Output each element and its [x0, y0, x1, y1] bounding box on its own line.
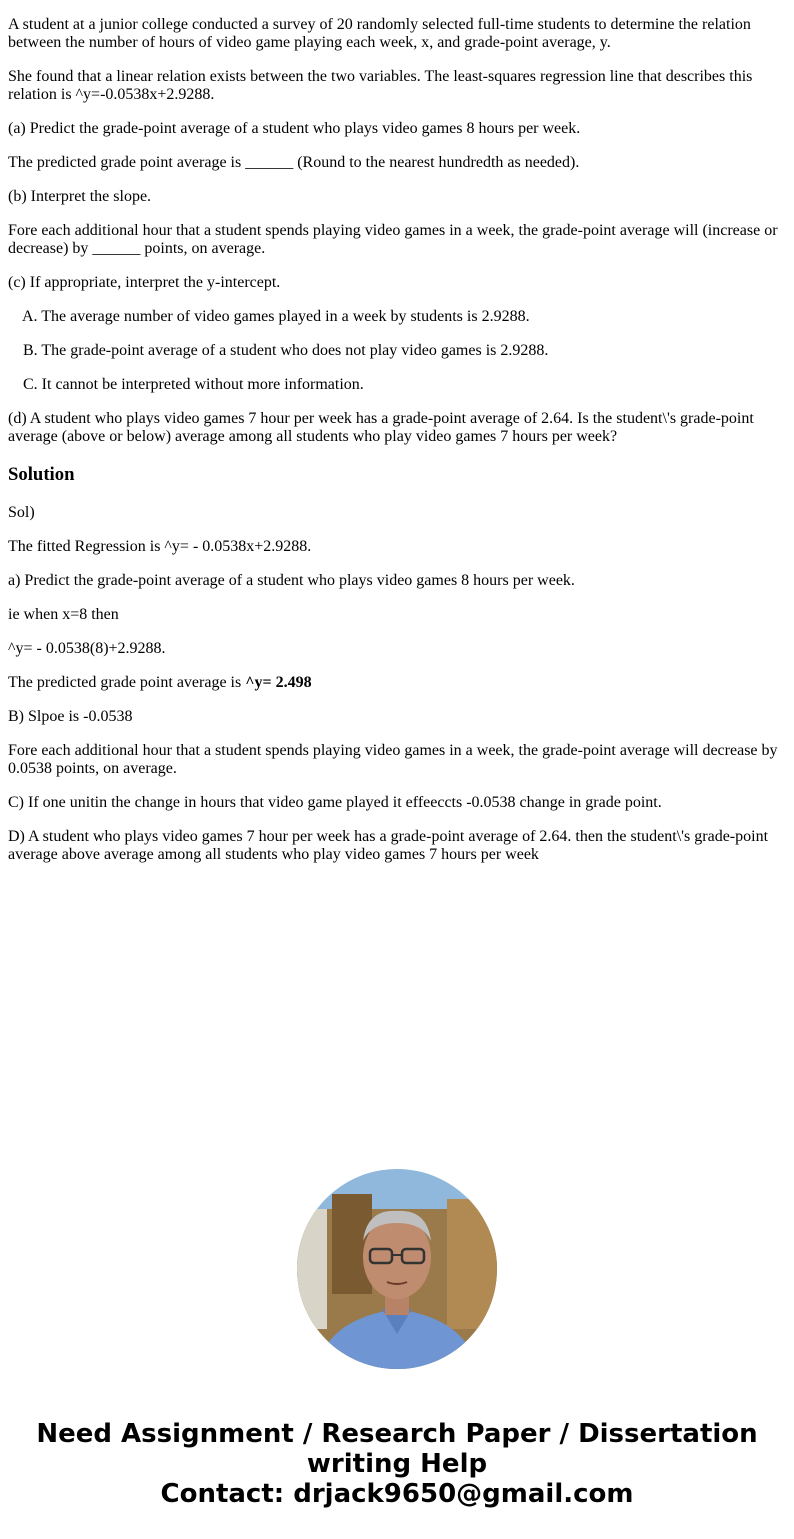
part-b: (b) Interpret the slope.	[8, 188, 152, 205]
solution-line: B) Slpoe is -0.0538	[8, 708, 133, 725]
solution-line: ^y= - 0.0538(8)+2.9288.	[8, 640, 166, 657]
predicted-value: ^y= 2.498	[245, 674, 312, 691]
solution-line: D) A student who plays video games 7 hour per week has a grade-point average of 2.64. then the student\'s grade-point average above average among all students who play video games 7 hours per week	[8, 828, 769, 863]
solution-line: Sol)	[8, 504, 35, 521]
solution-line: a) Predict the grade-point average of a student who plays video games 8 hours per week.	[8, 572, 575, 589]
option-b: B. The grade-point average of a student who does not play video games is 2.9288.	[23, 342, 549, 359]
part-c: (c) If appropriate, interpret the y-intercept.	[8, 274, 281, 291]
author-photo	[297, 1169, 497, 1369]
part-d: (d) A student who plays video games 7 hour per week has a grade-point average of 2.64. Is the student\'s grade-point average (above or below) average among all students who play video games 7 hours per week?	[8, 410, 754, 445]
document	[0, 16, 794, 864]
predicted-prefix: The predicted grade point average is	[8, 674, 246, 691]
predicted-answer	[8, 674, 786, 692]
footer-contact: Contact: drjack9650@gmail.com	[160, 1479, 634, 1509]
question-intro: A student at a junior college conducted a survey of 20 randomly selected full-time students to determine the relation between the number of hours of video game playing each week, x, and grade-point average, y.	[8, 16, 751, 51]
contact-banner	[0, 1419, 794, 1509]
part-a: (a) Predict the grade-point average of a student who plays video games 8 hours per week.	[8, 120, 581, 137]
option-a: A. The average number of video games played in a week by students is 2.9288.	[22, 308, 530, 325]
footer-help-text: Need Assignment / Research Paper / Dissertation writing Help	[36, 1419, 758, 1479]
part-b-blank: Fore each additional hour that a student spends playing video games in a week, the grade-point average will (increase or decrease) by ______ points, on average.	[8, 222, 778, 257]
solution-line: The fitted Regression is ^y= - 0.0538x+2.9288.	[8, 538, 312, 555]
solution-line: C) If one unitin the change in hours that video game played it effeeccts -0.0538 change in grade point.	[8, 794, 662, 811]
option-c: C. It cannot be interpreted without more information.	[23, 376, 364, 393]
solution-line: Fore each additional hour that a student spends playing video games in a week, the grade-point average will decrease by 0.0538 points, on average.	[8, 742, 778, 777]
solution-heading: Solution	[8, 464, 75, 485]
part-a-blank: The predicted grade point average is ______ (Round to the nearest hundredth as needed).	[8, 154, 580, 171]
question-relation: She found that a linear relation exists between the two variables. The least-squares regression line that describes this relation is ^y=-0.0538x+2.9288.	[8, 68, 753, 103]
solution-line: ie when x=8 then	[8, 606, 119, 623]
